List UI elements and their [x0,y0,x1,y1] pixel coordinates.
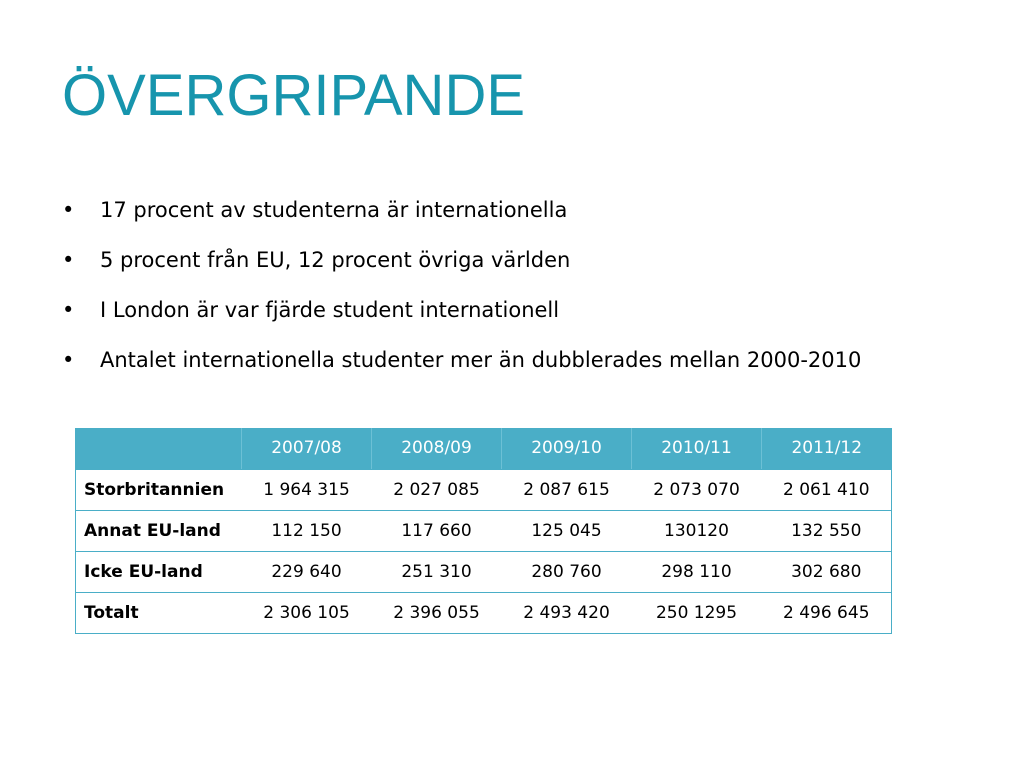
bullet-list [62,192,861,392]
table-cell: 2 306 105 [242,592,372,633]
row-label: Totalt [76,592,242,633]
table-cell: 2 493 420 [502,592,632,633]
table-row [76,510,892,551]
bullet-dot-icon: • [62,248,75,272]
row-label: Annat EU-land [76,510,242,551]
bullet-item [62,342,861,392]
table-cell: 2 087 615 [502,469,632,510]
table-header-row [76,428,892,469]
row-label: Storbritannien [76,469,242,510]
table-header-corner [76,428,242,469]
bullet-text: Antalet internationella studenter mer än dubblerades mellan 2000-2010 [100,348,862,372]
bullet-item [62,242,861,292]
table-cell: 1 964 315 [242,469,372,510]
bullet-dot-icon: • [62,198,75,222]
table-row [76,469,892,510]
table-cell: 130120 [632,510,762,551]
table-cell: 125 045 [502,510,632,551]
table-header-year: 2007/08 [242,428,372,469]
bullet-text: 5 procent från EU, 12 procent övriga världen [100,248,571,272]
table-cell: 2 073 070 [632,469,762,510]
slide-title: ÖVERGRIPANDE [62,63,526,128]
table-header-year: 2008/09 [372,428,502,469]
table-cell: 2 061 410 [762,469,892,510]
bullet-text: 17 procent av studenterna är internationella [100,198,568,222]
table-cell: 280 760 [502,551,632,592]
table-row [76,592,892,633]
table-cell: 302 680 [762,551,892,592]
table-cell: 251 310 [372,551,502,592]
table-header-year: 2010/11 [632,428,762,469]
student-statistics-table [75,428,892,634]
table-cell: 229 640 [242,551,372,592]
table-header-year: 2009/10 [502,428,632,469]
table-cell: 2 496 645 [762,592,892,633]
bullet-item [62,292,861,342]
row-label: Icke EU-land [76,551,242,592]
table-cell: 112 150 [242,510,372,551]
table-cell: 250 1295 [632,592,762,633]
bullet-dot-icon: • [62,348,75,372]
table-row [76,551,892,592]
bullet-item [62,192,861,242]
bullet-dot-icon: • [62,298,75,322]
table-header-year: 2011/12 [762,428,892,469]
table-cell: 132 550 [762,510,892,551]
table-cell: 2 396 055 [372,592,502,633]
bullet-text: I London är var fjärde student internationell [100,298,560,322]
table-cell: 2 027 085 [372,469,502,510]
table-cell: 298 110 [632,551,762,592]
table-cell: 117 660 [372,510,502,551]
